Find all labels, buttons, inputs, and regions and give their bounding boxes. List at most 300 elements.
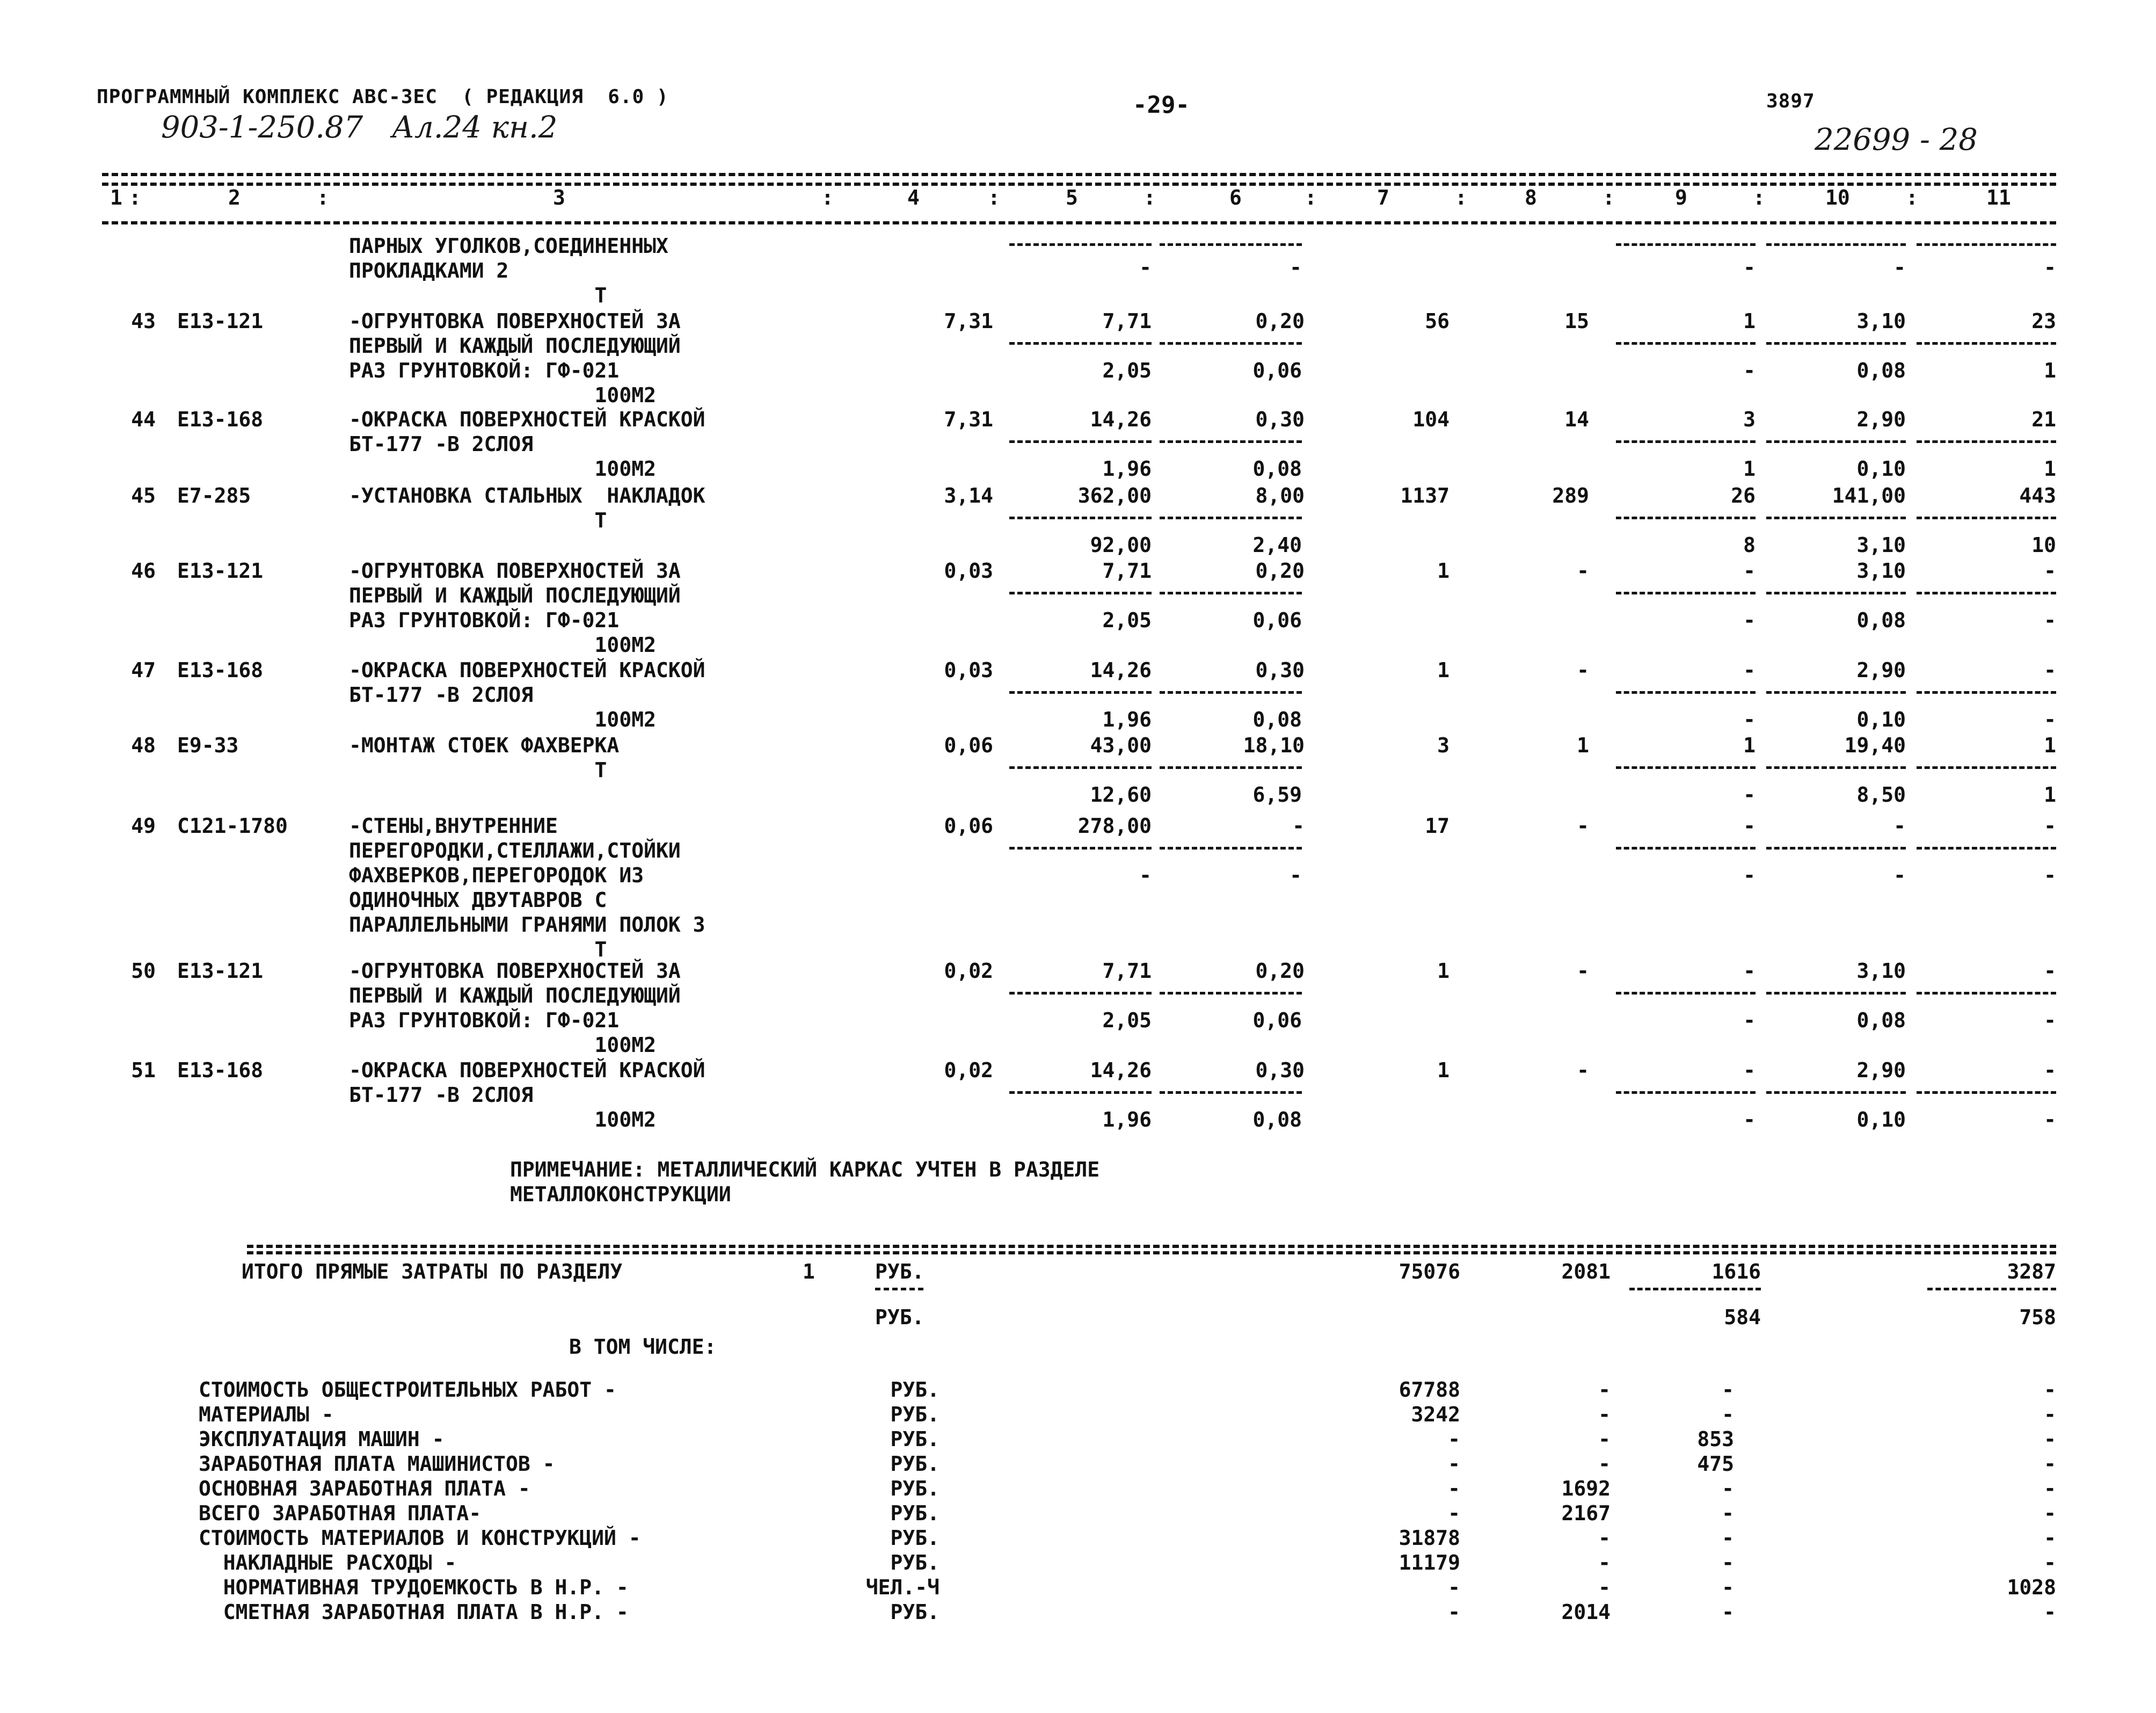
row-value-c5b: -	[1139, 256, 1152, 279]
row-value-c5b: 2,05	[1102, 1008, 1152, 1032]
breakdown-col11: -	[2044, 1477, 2056, 1500]
row-value-c8: -	[1577, 814, 1589, 838]
breakdown-col8: -	[1598, 1403, 1611, 1426]
row-code: C121-1780	[177, 814, 288, 838]
totals-label: ИТОГО ПРЯМЫЕ ЗАТРАТЫ ПО РАЗДЕЛУ	[242, 1260, 623, 1283]
breakdown-col9: -	[1722, 1526, 1734, 1550]
row-value-c11: -	[2044, 658, 2056, 682]
breakdown-label: ЭКСПЛУАТАЦИЯ МАШИН -	[199, 1427, 445, 1451]
row-description: -ОКРАСКА ПОВЕРХНОСТЕЙ КРАСКОЙ БТ-177 -В 2СЛОЯ 100М2	[349, 408, 705, 481]
column-header-9: :	[1143, 186, 1156, 209]
row-description: -ОГРУНТОВКА ПОВЕРХНОСТЕЙ ЗА ПЕРВЫЙ И КАЖДЫЙ ПОСЛЕДУЮЩИЙ РАЗ ГРУНТОВКОЙ: ГФ-021 100М2	[349, 959, 681, 1057]
breakdown-unit: РУБ.	[890, 1403, 939, 1426]
breakdown-col8: 2014	[1561, 1600, 1611, 1624]
totals-col11-second: 758	[2019, 1305, 2056, 1329]
row-rule-5	[1009, 1091, 1152, 1094]
breakdown-col8: -	[1598, 1526, 1611, 1550]
row-rule-6	[1160, 592, 1302, 594]
row-value-c7: 56	[1425, 309, 1450, 333]
row-description: -УСТАНОВКА СТАЛЬНЫХ НАКЛАДОК Т	[349, 484, 705, 532]
column-header-10: 6	[1229, 186, 1242, 209]
row-value-c9b: -	[1743, 256, 1756, 279]
row-number: 43	[131, 309, 156, 333]
row-value-c5: 7,71	[1102, 309, 1152, 333]
breakdown-col11: -	[2044, 1403, 2056, 1426]
row-value-c11b: -	[2044, 256, 2056, 279]
row-value-c5b: 92,00	[1090, 533, 1152, 557]
row-value-c6b: -	[1290, 863, 1302, 887]
totals-col9: 1616	[1711, 1260, 1761, 1283]
row-rule-11	[1917, 517, 2056, 519]
row-rule-10	[1766, 992, 1906, 995]
row-value-c6: 8,00	[1255, 484, 1305, 507]
breakdown-col9: 475	[1697, 1452, 1734, 1476]
row-value-c9b: -	[1743, 863, 1756, 887]
row-number: 50	[131, 959, 156, 983]
row-value-c6b: 0,06	[1252, 608, 1302, 632]
row-value-c11: -	[2044, 959, 2056, 983]
row-value-c5b: 1,96	[1102, 1108, 1152, 1131]
row-rule-9	[1616, 766, 1756, 769]
row-value-c4: 0,03	[944, 559, 993, 583]
row-value-c6b: 0,08	[1252, 457, 1302, 481]
row-value-c7: 1137	[1400, 484, 1450, 507]
row-rule-10	[1766, 517, 1906, 519]
row-rule-11	[1917, 243, 2056, 246]
row-rule-5	[1009, 243, 1152, 246]
breakdown-col11: -	[2044, 1452, 2056, 1476]
breakdown-col7: 67788	[1399, 1378, 1460, 1402]
column-header-4: 3	[553, 186, 565, 209]
row-value-c10: -	[1893, 814, 1906, 838]
totals-col9-rule	[1629, 1288, 1761, 1290]
breakdown-col9: -	[1722, 1477, 1734, 1500]
breakdown-col8: -	[1598, 1427, 1611, 1451]
row-value-c10b: 0,08	[1856, 359, 1906, 382]
breakdown-label: НАКЛАДНЫЕ РАСХОДЫ -	[199, 1551, 457, 1574]
row-value-c7: 17	[1425, 814, 1450, 838]
row-rule-11	[1917, 440, 2056, 443]
totals-unit: РУБ.	[875, 1260, 924, 1283]
row-rule-11	[1917, 1091, 2056, 1094]
row-rule-11	[1917, 342, 2056, 345]
row-value-c9b: -	[1743, 1008, 1756, 1032]
row-value-c8: 289	[1552, 484, 1589, 507]
row-value-c10b: 0,10	[1856, 1108, 1906, 1131]
row-value-c4: 0,02	[944, 1058, 993, 1082]
header-rule-top	[102, 173, 2056, 176]
row-value-c4: 7,31	[944, 309, 993, 333]
breakdown-unit: РУБ.	[890, 1600, 939, 1624]
row-value-c10: 141,00	[1832, 484, 1906, 507]
row-rule-5	[1009, 691, 1152, 694]
row-value-c9: 1	[1743, 309, 1756, 333]
row-value-c10b: 0,10	[1856, 457, 1906, 481]
note-text: ПРИМЕЧАНИЕ: МЕТАЛЛИЧЕСКИЙ КАРКАС УЧТЕН В РАЗДЕЛЕ МЕТАЛЛОКОНСТРУКЦИИ	[510, 1158, 1100, 1206]
row-value-c10: 2,90	[1856, 1058, 1906, 1082]
row-value-c6: -	[1292, 814, 1305, 838]
column-header-20: 11	[1986, 186, 2011, 209]
breakdown-col8: -	[1598, 1576, 1611, 1599]
row-value-c6: 0,20	[1255, 559, 1305, 583]
row-value-c11b: 1	[2044, 359, 2056, 382]
row-value-c6: 0,20	[1255, 309, 1305, 333]
row-value-c11b: -	[2044, 1008, 2056, 1032]
breakdown-unit: РУБ.	[890, 1526, 939, 1550]
including-heading: В ТОМ ЧИСЛЕ:	[569, 1335, 717, 1359]
row-value-c11b: 1	[2044, 457, 2056, 481]
breakdown-col11: -	[2044, 1526, 2056, 1550]
totals-col11: 3287	[2007, 1260, 2056, 1283]
row-value-c11b: 10	[2031, 533, 2056, 557]
row-value-c8: 15	[1564, 309, 1589, 333]
row-rule-6	[1160, 992, 1302, 995]
breakdown-col9: -	[1722, 1378, 1734, 1402]
row-rule-10	[1766, 440, 1906, 443]
row-rule-9	[1616, 691, 1756, 694]
row-value-c8: -	[1577, 559, 1589, 583]
row-value-c5: 14,26	[1090, 408, 1152, 431]
row-number: 47	[131, 658, 156, 682]
breakdown-label: НОРМАТИВНАЯ ТРУДОЕМКОСТЬ В Н.Р. -	[199, 1576, 629, 1599]
row-value-c6b: 0,08	[1252, 708, 1302, 731]
row-value-c9b: 1	[1743, 457, 1756, 481]
breakdown-col7: 31878	[1399, 1526, 1460, 1550]
row-value-c5b: -	[1139, 863, 1152, 887]
row-value-c6b: 6,59	[1252, 783, 1302, 807]
row-code: E13-121	[177, 309, 264, 333]
row-value-c6b: 2,40	[1252, 533, 1302, 557]
row-value-c5b: 2,05	[1102, 608, 1152, 632]
column-header-1: :	[129, 186, 141, 209]
breakdown-unit: РУБ.	[890, 1452, 939, 1476]
row-rule-10	[1766, 1091, 1906, 1094]
row-value-c9b: -	[1743, 608, 1756, 632]
column-header-18: 10	[1825, 186, 1850, 209]
breakdown-unit: РУБ.	[890, 1477, 939, 1500]
row-value-c9: -	[1743, 658, 1756, 682]
row-code: E7-285	[177, 484, 251, 507]
column-header-7: :	[988, 186, 1000, 209]
row-value-c7: 1	[1437, 1058, 1450, 1082]
row-value-c6: 18,10	[1243, 734, 1305, 757]
row-description: -ОГРУНТОВКА ПОВЕРХНОСТЕЙ ЗА ПЕРВЫЙ И КАЖДЫЙ ПОСЛЕДУЮЩИЙ РАЗ ГРУНТОВКОЙ: ГФ-021 100М2	[349, 559, 681, 657]
breakdown-col7: -	[1448, 1427, 1460, 1451]
row-value-c6b: 0,06	[1252, 359, 1302, 382]
row-value-c10: 3,10	[1856, 559, 1906, 583]
row-value-c10: 2,90	[1856, 408, 1906, 431]
totals-unit-2: РУБ.	[875, 1305, 924, 1329]
row-rule-11	[1917, 992, 2056, 995]
row-value-c11: -	[2044, 1058, 2056, 1082]
row-code: E13-168	[177, 1058, 264, 1082]
breakdown-label: ЗАРАБОТНАЯ ПЛАТА МАШИНИСТОВ -	[199, 1452, 555, 1476]
row-rule-6	[1160, 847, 1302, 850]
row-value-c8: -	[1577, 658, 1589, 682]
row-value-c10: 3,10	[1856, 959, 1906, 983]
row-rule-5	[1009, 342, 1152, 345]
row-value-c11: -	[2044, 559, 2056, 583]
breakdown-label: СТОИМОСТЬ ОБЩЕСТРОИТЕЛЬНЫХ РАБОТ -	[199, 1378, 616, 1402]
breakdown-col7: -	[1448, 1477, 1460, 1500]
row-rule-5	[1009, 517, 1152, 519]
row-continuation-text: ПАРНЫХ УГОЛКОВ,СОЕДИНЕННЫХ ПРОКЛАДКАМИ 2 Т	[349, 234, 668, 307]
breakdown-col11: -	[2044, 1551, 2056, 1574]
row-value-c7: 104	[1412, 408, 1450, 431]
totals-section: 1	[803, 1260, 815, 1283]
totals-col11-rule	[1927, 1288, 2056, 1290]
row-rule-5	[1009, 440, 1152, 443]
breakdown-label: ВСЕГО ЗАРАБОТНАЯ ПЛАТА-	[199, 1501, 482, 1525]
breakdown-label: СМЕТНАЯ ЗАРАБОТНАЯ ПЛАТА В Н.Р. -	[199, 1600, 629, 1624]
row-rule-11	[1917, 766, 2056, 769]
column-header-17: :	[1753, 186, 1765, 209]
row-value-c9: 1	[1743, 734, 1756, 757]
row-value-c8: 1	[1577, 734, 1589, 757]
breakdown-col7: -	[1448, 1501, 1460, 1525]
breakdown-col9: -	[1722, 1501, 1734, 1525]
row-value-c6: 0,30	[1255, 1058, 1305, 1082]
row-number: 46	[131, 559, 156, 583]
column-header-8: 5	[1066, 186, 1078, 209]
document-number: 3897	[1766, 90, 1815, 112]
column-header-0: 1	[110, 186, 122, 209]
row-value-c10b: 0,08	[1856, 608, 1906, 632]
row-value-c9: -	[1743, 1058, 1756, 1082]
row-number: 49	[131, 814, 156, 838]
row-value-c4: 0,06	[944, 814, 993, 838]
breakdown-col8: 2167	[1561, 1501, 1611, 1525]
breakdown-unit: РУБ.	[890, 1378, 939, 1402]
handwritten-sheet-number: 22699 - 28	[1815, 122, 1978, 157]
row-value-c7: 1	[1437, 959, 1450, 983]
row-value-c9b: 8	[1743, 533, 1756, 557]
page-number: -29-	[1133, 91, 1190, 119]
column-header-15: :	[1603, 186, 1615, 209]
row-description: -МОНТАЖ СТОЕК ФАХВЕРКА Т	[349, 734, 620, 782]
row-code: E13-121	[177, 959, 264, 983]
row-rule-6	[1160, 691, 1302, 694]
breakdown-col9: -	[1722, 1403, 1734, 1426]
row-value-c9b: -	[1743, 1108, 1756, 1131]
row-rule-9	[1616, 243, 1756, 246]
row-rule-6	[1160, 440, 1302, 443]
breakdown-unit: РУБ.	[890, 1427, 939, 1451]
row-value-c11: 23	[2031, 309, 2056, 333]
column-header-3: :	[317, 186, 329, 209]
row-rule-11	[1917, 691, 2056, 694]
row-rule-5	[1009, 992, 1152, 995]
row-code: E13-168	[177, 408, 264, 431]
breakdown-col11: -	[2044, 1600, 2056, 1624]
row-value-c11: 1	[2044, 734, 2056, 757]
row-value-c10: 3,10	[1856, 309, 1906, 333]
row-rule-10	[1766, 243, 1906, 246]
column-header-16: 9	[1675, 186, 1687, 209]
row-rule-10	[1766, 847, 1906, 850]
handwritten-reference: 903-1-250.87 Ал.24 кн.2	[161, 110, 558, 145]
totals-col9-second: 584	[1724, 1305, 1761, 1329]
breakdown-col11: 1028	[2007, 1576, 2056, 1599]
row-rule-9	[1616, 1091, 1756, 1094]
totals-rule	[247, 1245, 2056, 1248]
row-rule-9	[1616, 992, 1756, 995]
row-description: -ОКРАСКА ПОВЕРХНОСТЕЙ КРАСКОЙ БТ-177 -В 2СЛОЯ 100М2	[349, 658, 705, 731]
column-header-11: :	[1305, 186, 1317, 209]
row-value-c11b: -	[2044, 1108, 2056, 1131]
row-rule-10	[1766, 691, 1906, 694]
column-header-2: 2	[228, 186, 241, 209]
breakdown-col9: 853	[1697, 1427, 1734, 1451]
breakdown-col8: -	[1598, 1551, 1611, 1574]
row-value-c11b: -	[2044, 608, 2056, 632]
row-value-c9: 3	[1743, 408, 1756, 431]
breakdown-col7: 3242	[1411, 1403, 1460, 1426]
row-value-c11: 21	[2031, 408, 2056, 431]
row-value-c5: 7,71	[1102, 959, 1152, 983]
row-rule-5	[1009, 847, 1152, 850]
breakdown-col11: -	[2044, 1427, 2056, 1451]
row-rule-9	[1616, 517, 1756, 519]
row-code: E9-33	[177, 734, 239, 757]
row-value-c10b: -	[1893, 863, 1906, 887]
column-header-12: 7	[1377, 186, 1389, 209]
breakdown-col8: 1692	[1561, 1477, 1611, 1500]
row-value-c5: 14,26	[1090, 1058, 1152, 1082]
row-value-c10b: 8,50	[1856, 783, 1906, 807]
row-value-c10b: 0,08	[1856, 1008, 1906, 1032]
row-value-c4: 7,31	[944, 408, 993, 431]
totals-col7: 75076	[1399, 1260, 1460, 1283]
row-rule-9	[1616, 342, 1756, 345]
column-header-5: :	[821, 186, 834, 209]
row-value-c10b: 3,10	[1856, 533, 1906, 557]
row-rule-9	[1616, 440, 1756, 443]
breakdown-col7: 11179	[1399, 1551, 1460, 1574]
row-description: -ОКРАСКА ПОВЕРХНОСТЕЙ КРАСКОЙ БТ-177 -В 2СЛОЯ 100М2	[349, 1058, 705, 1131]
row-rule-5	[1009, 592, 1152, 594]
row-number: 51	[131, 1058, 156, 1082]
row-value-c11: -	[2044, 814, 2056, 838]
row-value-c11b: 1	[2044, 783, 2056, 807]
row-code: E13-168	[177, 658, 264, 682]
breakdown-col7: -	[1448, 1452, 1460, 1476]
row-value-c6: 0,20	[1255, 959, 1305, 983]
row-value-c6: 0,30	[1255, 408, 1305, 431]
breakdown-label: СТОИМОСТЬ МАТЕРИАЛОВ И КОНСТРУКЦИЙ -	[199, 1526, 641, 1550]
row-value-c10: 2,90	[1856, 658, 1906, 682]
row-value-c4: 0,06	[944, 734, 993, 757]
row-value-c9: -	[1743, 814, 1756, 838]
row-value-c7: 1	[1437, 559, 1450, 583]
row-value-c4: 0,02	[944, 959, 993, 983]
row-value-c11b: -	[2044, 708, 2056, 731]
row-rule-6	[1160, 766, 1302, 769]
row-value-c10b: -	[1893, 256, 1906, 279]
row-value-c9: -	[1743, 959, 1756, 983]
row-value-c6b: -	[1290, 256, 1302, 279]
breakdown-col8: -	[1598, 1452, 1611, 1476]
row-rule-10	[1766, 592, 1906, 594]
row-value-c6: 0,30	[1255, 658, 1305, 682]
row-value-c4: 0,03	[944, 658, 993, 682]
row-value-c10b: 0,10	[1856, 708, 1906, 731]
row-value-c4: 3,14	[944, 484, 993, 507]
breakdown-label: ОСНОВНАЯ ЗАРАБОТНАЯ ПЛАТА -	[199, 1477, 530, 1500]
column-header-14: 8	[1525, 186, 1537, 209]
column-header-13: :	[1455, 186, 1467, 209]
row-value-c6b: 0,08	[1252, 1108, 1302, 1131]
row-value-c7: 1	[1437, 658, 1450, 682]
row-value-c6b: 0,06	[1252, 1008, 1302, 1032]
breakdown-col9: -	[1722, 1551, 1734, 1574]
breakdown-col9: -	[1722, 1576, 1734, 1599]
row-value-c9: 26	[1731, 484, 1756, 507]
totals-rule-2	[247, 1251, 2056, 1254]
row-value-c10: 19,40	[1844, 734, 1906, 757]
row-value-c5: 7,71	[1102, 559, 1152, 583]
row-value-c9b: -	[1743, 783, 1756, 807]
row-value-c7: 3	[1437, 734, 1450, 757]
row-value-c5b: 1,96	[1102, 708, 1152, 731]
column-header-19: :	[1906, 186, 1918, 209]
row-number: 48	[131, 734, 156, 757]
breakdown-unit: РУБ.	[890, 1551, 939, 1574]
row-value-c9b: -	[1743, 359, 1756, 382]
breakdown-col11: -	[2044, 1378, 2056, 1402]
row-value-c5: 43,00	[1090, 734, 1152, 757]
totals-col8: 2081	[1561, 1260, 1611, 1283]
row-value-c5: 14,26	[1090, 658, 1152, 682]
row-description: -ОГРУНТОВКА ПОВЕРХНОСТЕЙ ЗА ПЕРВЫЙ И КАЖДЫЙ ПОСЛЕДУЮЩИЙ РАЗ ГРУНТОВКОЙ: ГФ-021 100М2	[349, 309, 681, 407]
row-value-c5b: 12,60	[1090, 783, 1152, 807]
row-value-c9: -	[1743, 559, 1756, 583]
row-rule-5	[1009, 766, 1152, 769]
row-rule-9	[1616, 592, 1756, 594]
row-rule-6	[1160, 1091, 1302, 1094]
breakdown-label: МАТЕРИАЛЫ -	[199, 1403, 334, 1426]
row-rule-9	[1616, 847, 1756, 850]
row-rule-6	[1160, 342, 1302, 345]
row-value-c5: 278,00	[1077, 814, 1152, 838]
row-value-c5b: 1,96	[1102, 457, 1152, 481]
row-rule-6	[1160, 243, 1302, 246]
row-description: -СТЕНЫ,ВНУТРЕННИЕ ПЕРЕГОРОДКИ,СТЕЛЛАЖИ,СТОЙКИ ФАХВЕРКОВ,ПЕРЕГОРОДОК ИЗ ОДИНОЧНЫХ ДВУТАВРОВ С ПАРАЛЛЕЛЬНЫМИ ГРАНЯМИ ПОЛОК 3 Т	[349, 814, 705, 961]
row-value-c11: 443	[2019, 484, 2056, 507]
row-value-c8: -	[1577, 959, 1589, 983]
breakdown-unit: ЧЕЛ.-Ч	[865, 1576, 939, 1599]
breakdown-col7: -	[1448, 1600, 1460, 1624]
row-value-c8: 14	[1564, 408, 1589, 431]
row-rule-10	[1766, 342, 1906, 345]
breakdown-unit: РУБ.	[890, 1501, 939, 1525]
row-number: 44	[131, 408, 156, 431]
column-header-6: 4	[907, 186, 920, 209]
totals-unit-rule	[875, 1288, 923, 1290]
row-rule-6	[1160, 517, 1302, 519]
breakdown-col7: -	[1448, 1576, 1460, 1599]
row-code: E13-121	[177, 559, 264, 583]
breakdown-col11: -	[2044, 1501, 2056, 1525]
row-value-c8: -	[1577, 1058, 1589, 1082]
row-value-c9b: -	[1743, 708, 1756, 731]
header-rule-bottom	[102, 221, 2056, 224]
row-number: 45	[131, 484, 156, 507]
row-value-c5: 362,00	[1077, 484, 1152, 507]
row-value-c11b: -	[2044, 863, 2056, 887]
breakdown-col8: -	[1598, 1378, 1611, 1402]
row-rule-11	[1917, 592, 2056, 594]
